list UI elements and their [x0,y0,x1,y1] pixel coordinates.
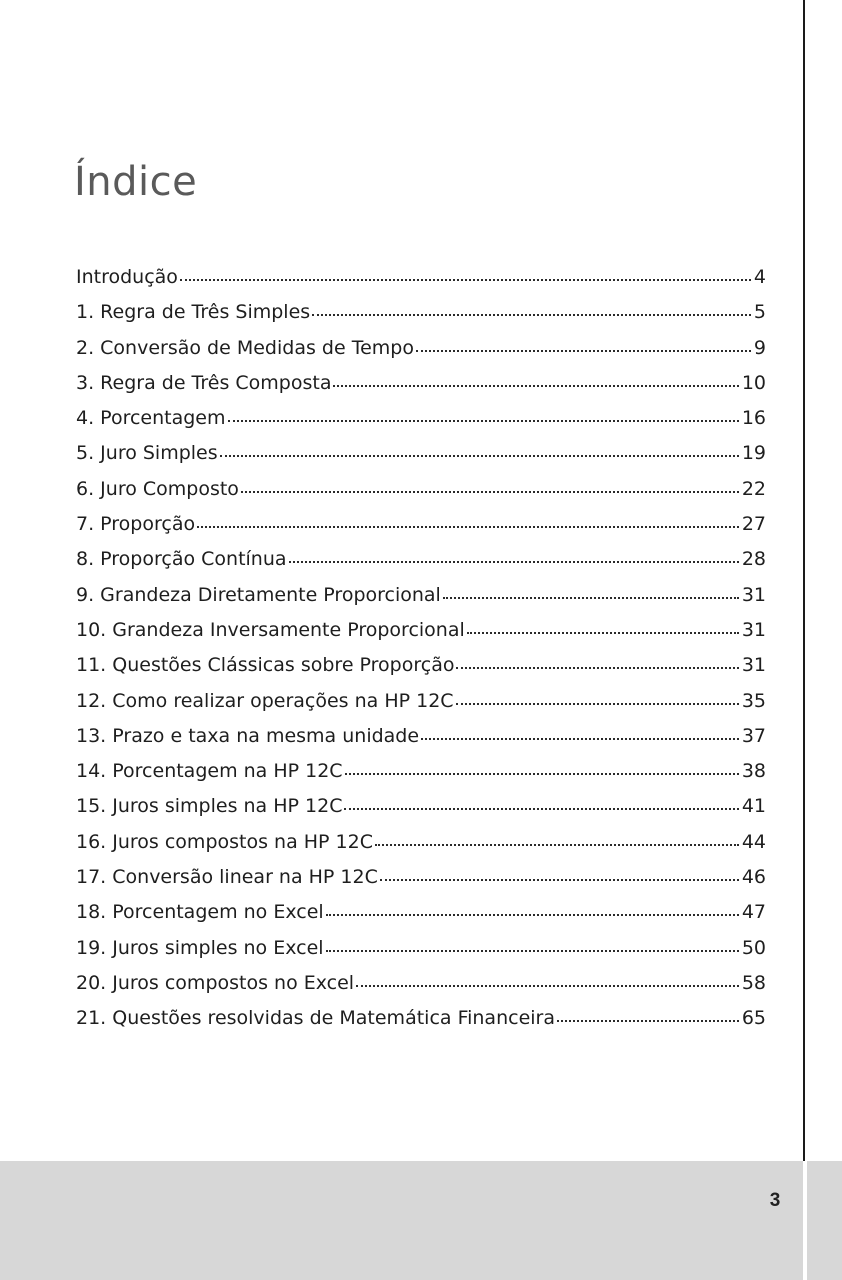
table-of-contents [76,266,766,1043]
toc-entry[interactable] [76,1007,766,1042]
toc-dot-leader [312,314,751,316]
toc-entry-label: 15. Juros simples na HP 12C [76,795,343,818]
toc-entry-page: 65 [741,1007,766,1030]
toc-entry-page: 35 [741,689,766,712]
toc-entry[interactable] [76,760,766,795]
toc-entry-label: 7. Proporção [76,513,196,536]
toc-entry-label: 16. Juros compostos na HP 12C [76,830,373,853]
toc-entry[interactable] [76,266,766,301]
toc-entry-page: 28 [741,548,766,571]
toc-dot-leader [220,455,739,457]
toc-entry-label: 11. Questões Clássicas sobre Proporção [76,654,455,677]
toc-entry-page: 31 [741,618,766,641]
toc-entry[interactable] [76,372,766,407]
toc-dot-leader [456,667,738,669]
toc-entry-label: Introdução [76,266,178,288]
toc-entry-page: 5 [753,301,766,324]
toc-dot-leader [416,350,751,352]
toc-entry-label: 9. Grandeza Diretamente Proporcional [76,583,441,606]
toc-dot-leader [467,632,739,634]
toc-entry[interactable] [76,690,766,725]
toc-entry[interactable] [76,513,766,548]
toc-entry-label: 21. Questões resolvidas de Matemática Financeira [76,1007,555,1030]
toc-dot-leader [197,526,739,528]
toc-entry-page: 31 [741,654,766,677]
toc-entry[interactable] [76,337,766,372]
page-edge-rule [803,0,805,1280]
toc-entry-page: 10 [741,371,766,394]
toc-entry[interactable] [76,548,766,583]
toc-entry-label: 12. Como realizar operações na HP 12C [76,689,454,712]
toc-entry[interactable] [76,654,766,689]
toc-entry-page: 58 [741,971,766,994]
toc-entry-label: 18. Porcentagem no Excel [76,901,324,924]
toc-entry[interactable] [76,301,766,336]
toc-entry-label: 20. Juros compostos no Excel [76,971,355,994]
toc-entry-page: 27 [741,513,766,536]
toc-entry[interactable] [76,937,766,972]
toc-entry-page: 41 [741,795,766,818]
toc-entry-page: 37 [741,724,766,747]
toc-entry-label: 6. Juro Composto [76,477,239,500]
toc-entry[interactable] [76,831,766,866]
toc-dot-leader [456,703,739,705]
toc-entry[interactable] [76,584,766,619]
toc-entry-label: 1. Regra de Três Simples [76,301,311,324]
toc-entry[interactable] [76,725,766,760]
toc-dot-leader [326,950,739,952]
toc-dot-leader [557,1020,739,1022]
toc-entry[interactable] [76,866,766,901]
toc-entry-label: 4. Porcentagem [76,407,226,430]
page-number: 3 [769,1190,781,1211]
toc-dot-leader [375,844,739,846]
toc-dot-leader [228,420,739,422]
toc-dot-leader [380,879,739,881]
toc-dot-leader [241,491,739,493]
toc-entry[interactable] [76,478,766,513]
toc-dot-leader [443,597,739,599]
toc-entry-label: 2. Conversão de Medidas de Tempo [76,336,414,359]
toc-entry-label: 19. Juros simples no Excel [76,936,324,959]
toc-entry-page: 47 [741,901,766,924]
toc-entry-page: 44 [741,830,766,853]
footer-divider [803,1161,807,1280]
toc-entry-page: 16 [741,407,766,430]
toc-entry-label: 14. Porcentagem na HP 12C [76,760,343,783]
toc-dot-leader [345,773,739,775]
toc-entry-page: 38 [741,760,766,783]
toc-dot-leader [356,985,739,987]
toc-dot-leader [421,738,739,740]
toc-entry-label: 5. Juro Simples [76,442,218,465]
toc-entry-page: 9 [753,336,766,359]
toc-entry-page: 46 [741,866,766,889]
toc-entry-page: 22 [741,477,766,500]
toc-entry[interactable] [76,407,766,442]
toc-dot-leader [344,808,738,810]
toc-entry-label: 17. Conversão linear na HP 12C [76,866,378,889]
toc-dot-leader [333,385,738,387]
toc-dot-leader [180,279,751,281]
toc-entry-page: 31 [741,583,766,606]
toc-entry[interactable] [76,901,766,936]
toc-entry-label: 13. Prazo e taxa na mesma unidade [76,724,420,747]
toc-entry[interactable] [76,972,766,1007]
toc-entry-page: 19 [741,442,766,465]
toc-dot-leader [289,561,739,563]
toc-entry-label: 10. Grandeza Inversamente Proporcional [76,618,465,641]
toc-entry-page: 50 [741,936,766,959]
toc-entry[interactable] [76,442,766,477]
toc-entry-page: 4 [753,266,766,288]
toc-entry[interactable] [76,795,766,830]
toc-entry-label: 3. Regra de Três Composta [76,371,332,394]
toc-entry[interactable] [76,619,766,654]
page-title: Índice [74,159,198,205]
toc-dot-leader [326,914,739,916]
toc-entry-label: 8. Proporção Contínua [76,548,287,571]
footer-band [0,1161,842,1280]
